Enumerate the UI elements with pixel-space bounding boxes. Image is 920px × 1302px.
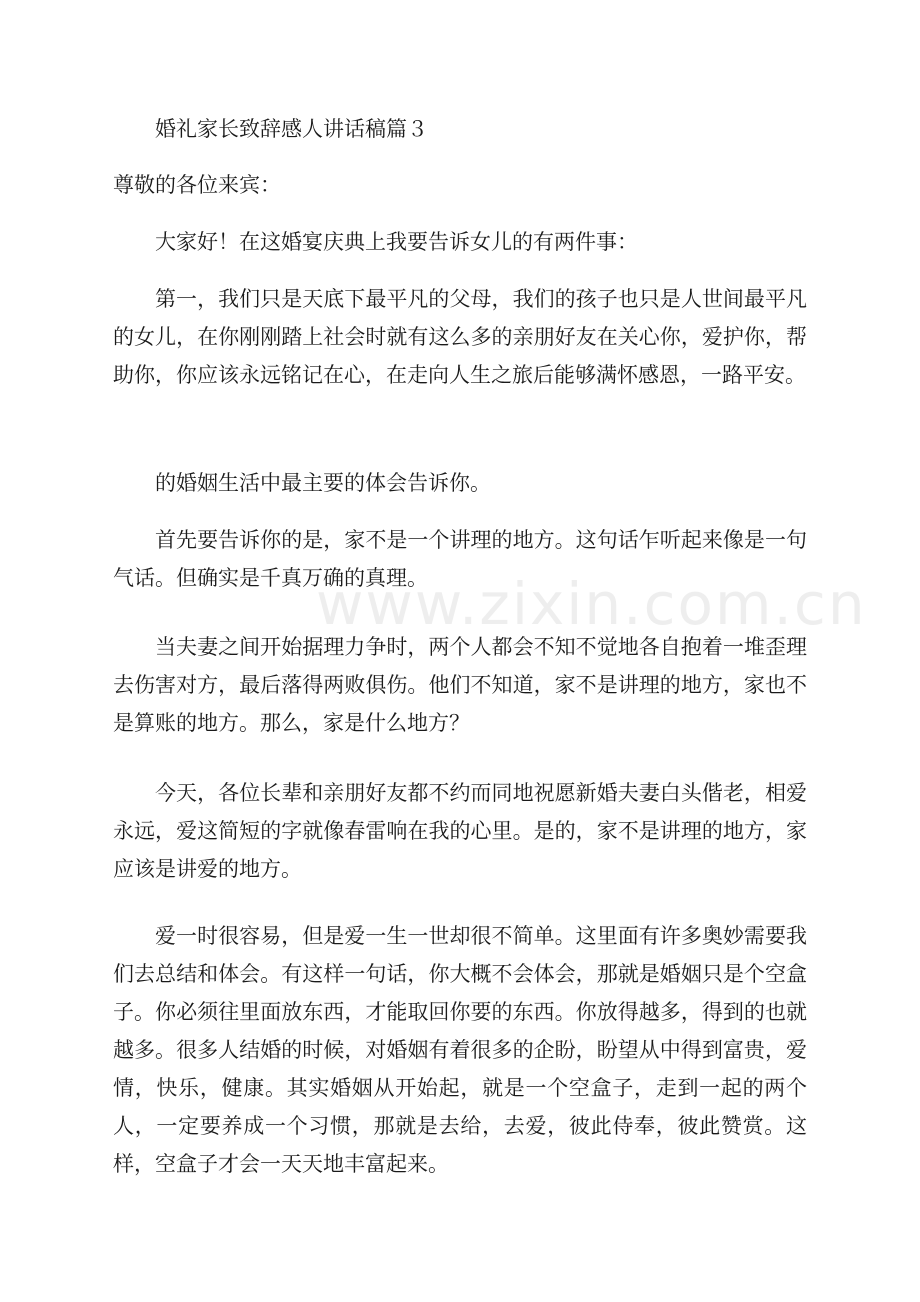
paragraph-5: 当夫妻之间开始据理力争时，两个人都会不知不觉地各自抱着一堆歪理去伤害对方，最后落得两败俱伤。他们不知道，家不是讲理的地方，家也不是算账的地方。那么，家是什么地方？ xyxy=(113,635,807,735)
greeting: 尊敬的各位来宾： xyxy=(113,173,281,197)
paragraph-7: 爱一时很容易，但是爱一生一世却很不简单。这里面有许多奥妙需要我们去总结和体会。有这样一句话，你大概不会体会，那就是婚姻只是个空盒子。你必须往里面放东西，才能取回你要的东西。你放得越多，得到的也就越多。很多人结婚的时候，对婚姻有着很多的企盼，盼望从中得到富贵，爱情，快乐，健康。其实婚姻从开始起，就是一个空盒子，走到一起的两个人，一定要养成一个习惯，那就是去给，去爱，彼此侍奉，彼此赞赏。这样，空盒子才会一天天地丰富起来。 xyxy=(113,924,807,1176)
paragraph-3: 的婚姻生活中最主要的体会告诉你。 xyxy=(155,471,491,495)
paragraph-6: 今天，各位长辈和亲朋好友都不约而同地祝愿新婚夫妻白头偕老，相爱永远，爱这简短的字就像春雷响在我的心里。是的，家不是讲理的地方，家应该是讲爱的地方。 xyxy=(113,781,807,881)
paragraph-4: 首先要告诉你的是，家不是一个讲理的地方。这句话乍听起来像是一句气话。但确实是千真万确的真理。 xyxy=(113,528,807,590)
paragraph-1: 大家好！在这婚宴庆典上我要告诉女儿的有两件事： xyxy=(155,230,638,254)
document-title: 婚礼家长致辞感人讲话稿篇３ xyxy=(155,117,428,141)
watermark: www.zixin.com.cn xyxy=(316,570,867,638)
paragraph-2: 第一，我们只是天底下最平凡的父母，我们的孩子也只是人世间最平凡的女儿，在你刚刚踏上社会时就有这么多的亲朋好友在关心你，爱护你，帮助你，你应该永远铭记在心，在走向人生之旅后能够满怀感恩，一路平安。 xyxy=(113,287,807,387)
